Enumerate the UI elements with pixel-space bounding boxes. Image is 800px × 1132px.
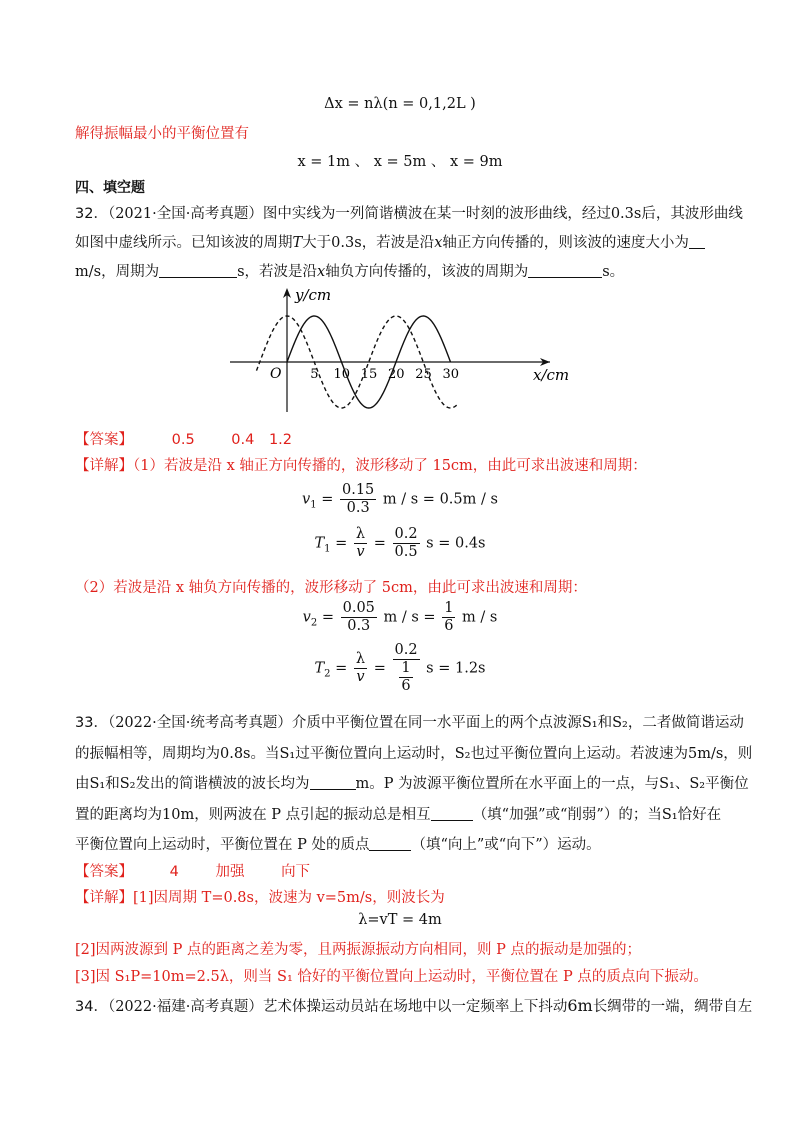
y-axis-label: y/cm xyxy=(295,286,332,304)
formula-T2: $T_2$ = $\frac{\lambda}{v}$ = $\frac{0.2}{\frac{1}{6}}$ s = 1.2s xyxy=(314,642,486,694)
q32-answer: 【答案】 0.5 0.4 1.2 xyxy=(75,432,293,448)
x-tick-label: 30 xyxy=(442,367,460,382)
answer-blank[interactable] xyxy=(689,234,705,249)
q32-detail2: （2）若波是沿 x 轴负方向传播的，波形移动了 5cm，由此可求出波速和周期： xyxy=(75,580,587,596)
q33-detail3: [3]因 S₁P=10m=2.5λ，则当 S₁ 恰好的平衡位置向上运动时，平衡位置在 P 点的质点向下振动。 xyxy=(75,969,708,985)
formula-v1: $v_1$ = $\frac{0.15}{0.3}$ m / s = 0.5m / s xyxy=(302,482,498,516)
q33-answer: 【答案】 4 加强 向下 xyxy=(75,864,311,880)
formula-positions: x = 1m 、 x = 5m 、 x = 9m xyxy=(297,154,503,170)
q33-line3: 由S₁和S₂发出的简谐横波的波长均为 m。P 为波源平衡位置所在水平面上的一点，与S₁、S₂平衡位 xyxy=(75,776,749,792)
q32-line3: m/s，周期为 s，若波是沿x轴负方向传播的，该波的周期为 s。 xyxy=(75,264,625,280)
x-tick-label: 25 xyxy=(415,367,432,382)
formula-v2: $v_2$ = $\frac{0.05}{0.3}$ m / s = $\frac{1}{6}$ m / s xyxy=(302,600,498,634)
answer-blank[interactable] xyxy=(528,263,602,278)
solve-text: 解得振幅最小的平衡位置有 xyxy=(75,126,249,142)
x-tick-label: 15 xyxy=(360,367,378,382)
q33-line4: 置的距离均为10m，则两波在 P 点引起的振动总是相互 （填“加强”或“削弱”）的；当S₁恰好在 xyxy=(75,807,722,823)
formula-dx: Δx = nλ(n = 0,1,2L ) xyxy=(324,96,476,112)
q33-detail1: 【详解】[1]因周期 T=0.8s，波速为 v=5m/s，则波长为 xyxy=(75,890,445,906)
q34-line1: 34．（2022·福建·高考真题）艺术体操运动员站在场地中以一定频率上下抖动6m长绸带的一端，绸带自左 xyxy=(75,996,753,1015)
wave-chart xyxy=(220,284,570,418)
q32-detail1: 【详解】（1）若波是沿 x 轴正方向传播的，波形移动了 15cm，由此可求出波速和周期： xyxy=(75,458,647,474)
x-tick-label: 5 xyxy=(310,367,319,382)
q33-line1: 33．（2022·全国·统考高考真题）介质中平衡位置在同一水平面上的两个点波源S₁和S₂，二者做简谐运动 xyxy=(75,715,744,731)
x-tick-label: 20 xyxy=(388,367,405,382)
q33-detail2: [2]因两波源到 P 点的距离之差为零，且两振源振动方向相同，则 P 点的振动是加强的； xyxy=(75,942,641,958)
x-axis-label: x/cm xyxy=(533,366,570,384)
q33-line2: 的振幅相等，周期均为0.8s。当S₁过平衡位置向上运动时，S₂也过平衡位置向上运动。若波速为5m/s，则 xyxy=(75,746,753,762)
q32-line2: 如图中虚线所示。已知该波的周期T大于0.3s，若波是沿x轴正方向传播的，则该波的速度大小为 xyxy=(75,233,705,253)
answer-blank[interactable] xyxy=(431,806,473,821)
x-tick-label: 10 xyxy=(333,367,351,382)
q33-line5: 平衡位置向上运动时，平衡位置在 P 处的质点 （填“向上”或“向下”）运动。 xyxy=(75,837,601,853)
formula-lambda: λ=vT = 4m xyxy=(358,912,442,928)
q32-line1: 32．（2021·全国·高考真题）图中实线为一列简谐横波在某一时刻的波形曲线，经过0.3s后，其波形曲线 xyxy=(75,206,743,222)
section-title: 四、填空题 xyxy=(75,180,145,196)
formula-T1: $T_1$ = $\frac{\lambda}{v}$ = $\frac{0.2}{0.5}$ s = 0.4s xyxy=(314,526,486,560)
answer-blank[interactable] xyxy=(159,263,237,278)
origin-label: O xyxy=(270,366,282,382)
answer-blank[interactable] xyxy=(369,836,411,851)
answer-blank[interactable] xyxy=(310,775,356,790)
